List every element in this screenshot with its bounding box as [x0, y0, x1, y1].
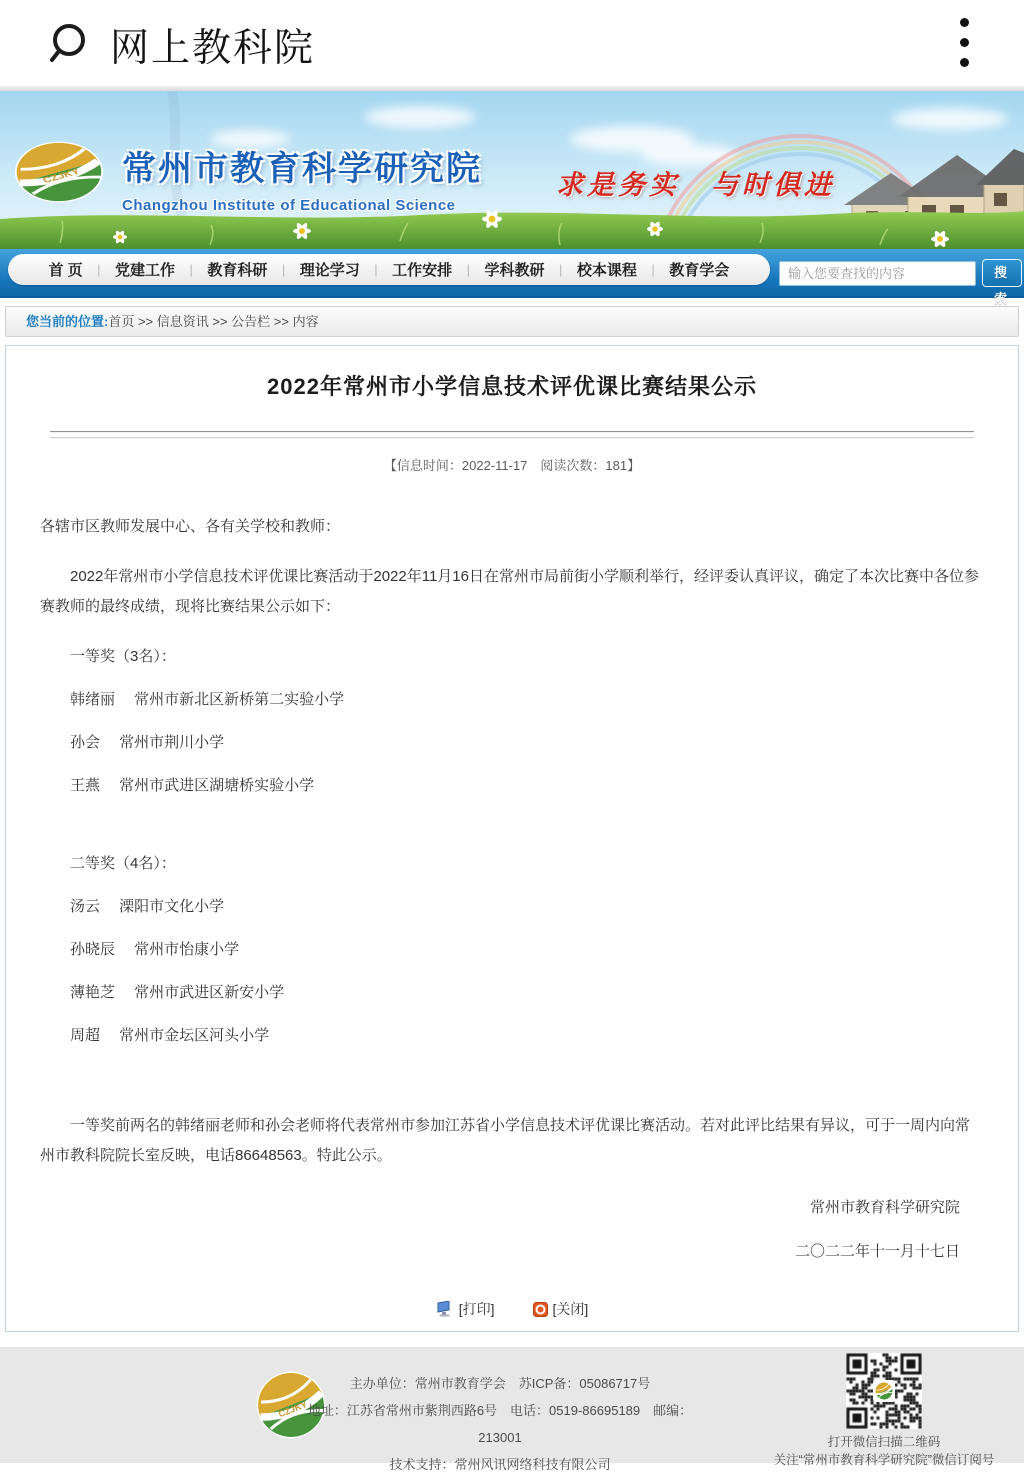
first-prize-row: 王燕 常州市武进区湖塘桥实验小学 — [70, 777, 315, 794]
article-actions — [40, 1299, 984, 1319]
qr-caption-1: 打开微信扫描二维码 — [827, 1435, 941, 1449]
second-prize-heading: 二等奖（4名）： — [70, 855, 176, 872]
search-button[interactable]: 搜 索 — [982, 259, 1022, 287]
breadcrumb — [5, 306, 1019, 337]
nav-item-subject[interactable]: 学科教研 — [484, 262, 545, 279]
print-button[interactable] — [436, 1299, 495, 1319]
qr-code — [846, 1353, 922, 1429]
nav-separator: | — [559, 262, 563, 277]
browser-topbar — [0, 0, 1024, 86]
wechat-qr-block — [753, 1353, 1015, 1469]
search-input[interactable] — [779, 261, 976, 286]
nav-separator: | — [466, 262, 471, 277]
site-logo — [14, 141, 104, 208]
first-prize-row: 孙会 常州市荆川小学 — [70, 734, 225, 751]
breadcrumb-label: 您当前的位置: — [26, 314, 109, 329]
article-meta: 【信息时间：2022-11-17 阅读次数：181】 — [383, 458, 641, 473]
main-nav — [0, 249, 1024, 306]
signature-org: 常州市教育科学研究院 — [809, 1199, 960, 1216]
nav-separator: | — [281, 262, 286, 277]
nav-item-society[interactable]: 教育学会 — [669, 262, 730, 279]
second-prize-row: 薄艳芝 常州市武进区新安小学 — [70, 984, 285, 1001]
site-banner — [0, 91, 1024, 249]
search-icon[interactable] — [44, 20, 90, 66]
nav-separator: | — [374, 262, 378, 277]
second-prize-row: 周超 常州市金坛区河头小学 — [70, 1027, 270, 1044]
site-name: 常州市教育科学研究院 — [122, 150, 482, 188]
first-prize-row: 韩绪丽 常州市新北区新桥第二实验小学 — [70, 691, 345, 708]
close-button[interactable] — [533, 1299, 589, 1319]
print-label: [打印] — [458, 1301, 495, 1317]
title-rule-dark — [50, 431, 974, 433]
nav-item-curriculum[interactable]: 校本课程 — [576, 262, 637, 279]
footer-line-sponsor: 主办单位：常州市教育学会 苏ICP备：05086717号 — [349, 1376, 651, 1391]
close-label: [关闭] — [552, 1301, 589, 1317]
first-prize-heading: 一等奖（3名）： — [70, 648, 176, 665]
article-title: 2022年常州市小学信息技术评优课比赛结果公示 — [267, 374, 757, 399]
second-prize-row: 孙晓辰 常州市怡康小学 — [70, 941, 240, 958]
nav-item-schedule[interactable]: 工作安排 — [392, 262, 453, 279]
footer-line-support: 技术支持：常州风讯网络科技有限公司 — [389, 1457, 611, 1472]
qr-center-logo — [873, 1380, 895, 1402]
second-prize-row: 汤云 溧阳市文化小学 — [70, 898, 225, 915]
nav-item-research[interactable]: 教育科研 — [207, 262, 268, 279]
closing-paragraph: 一等奖前两名的韩绪丽老师和孙会老师将代表常州市参加江苏省小学信息技术评优课比赛活动。若对此评比结果有异议，可于一周内向常州市教科院院长室反映，电话86648563。特此公示。 — [40, 1117, 971, 1164]
printer-icon — [436, 1301, 454, 1317]
title-rule-light — [50, 437, 974, 439]
intro-paragraph: 2022年常州市小学信息技术评优课比赛活动于2022年11月16日在常州市局前街小学顺利举行，经评委认真评议，确定了本次比赛中各位参赛教师的最终成绩，现将比赛结果公示如下： — [40, 568, 979, 615]
nav-pill — [8, 254, 770, 285]
nav-item-party[interactable]: 党建工作 — [115, 262, 176, 279]
nav-separator: | — [651, 262, 655, 277]
nav-item-home[interactable]: 首 页 — [48, 262, 83, 279]
footer-line-address: 地址：江苏省常州市紫荆西路6号 电话：0519-86695189 邮编：213001 — [307, 1403, 693, 1445]
nav-separator: | — [189, 262, 193, 277]
qr-caption-2: 关注“常州市教育科学研究院”微信订阅号 — [773, 1453, 995, 1467]
page-footer — [0, 1347, 1024, 1472]
nav-separator: | — [97, 262, 101, 277]
app-title: 网上教科院 — [110, 27, 316, 70]
breadcrumb-path[interactable]: 首页 >> 信息资讯 >> 公告栏 >> 内容 — [108, 314, 319, 329]
site-name-en: Changzhou Institute of Educational Science — [122, 197, 456, 214]
article-container — [5, 345, 1019, 1332]
kebab-menu-icon[interactable] — [958, 18, 970, 70]
close-icon — [533, 1302, 548, 1317]
salutation: 各辖市区教师发展中心、各有关学校和教师： — [40, 518, 341, 535]
site-slogan: 求是务实 与时俱进 — [556, 170, 835, 201]
signature-date: 二〇二二年十一月十七日 — [794, 1243, 960, 1260]
nav-item-theory[interactable]: 理论学习 — [299, 262, 360, 279]
